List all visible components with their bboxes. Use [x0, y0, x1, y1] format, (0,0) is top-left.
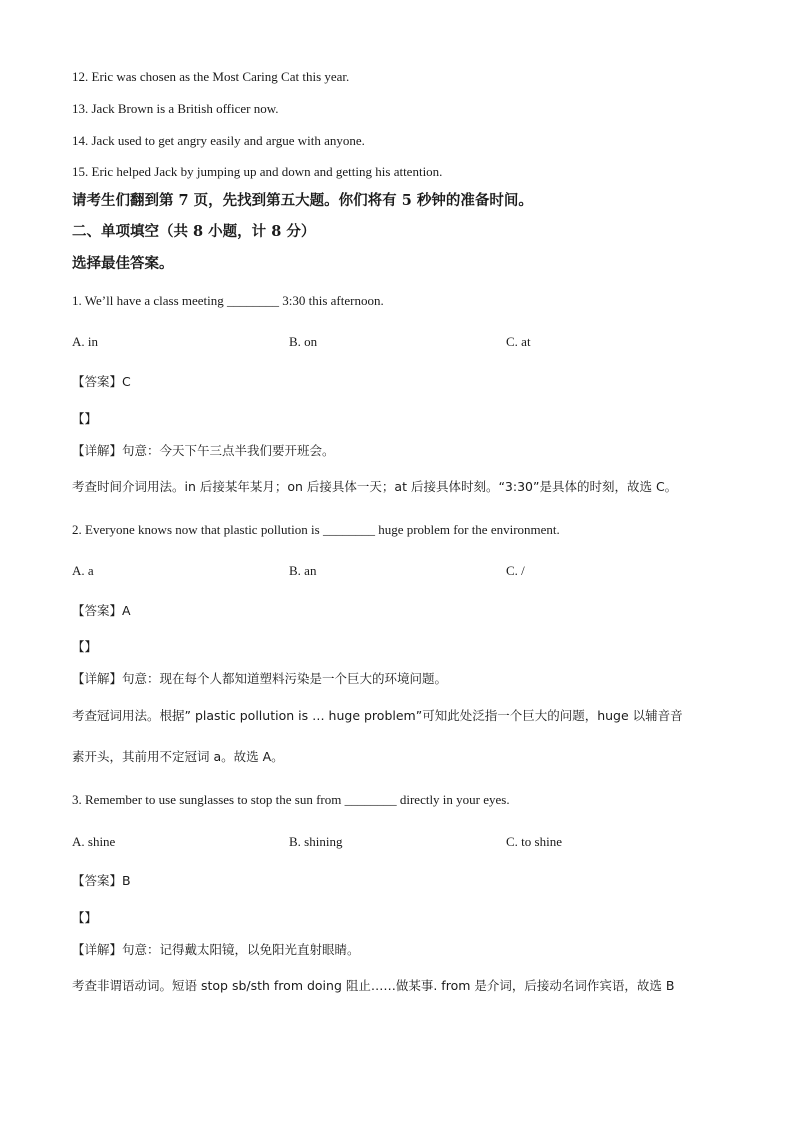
question-2-option-c: C. / [506, 563, 525, 578]
statement-12: 12. Eric was chosen as the Most Caring Cat this year. [72, 69, 350, 84]
question-1-explanation: 考查时间介词用法。in 后接某年某月；on 后接具体一天；at 后接具体时刻。“3:30”是具体的时刻，故选 C。 [72, 479, 678, 494]
question-1-stem: 1. We’ll have a class meeting ________ 3:30 this afternoon. [72, 293, 384, 308]
question-1-option-a: A. in [72, 334, 98, 349]
question-2-explanation-line-2: 素开头，其前用不定冠词 a。故选 A。 [72, 749, 284, 764]
question-2-option-b: B. an [289, 563, 317, 578]
question-3-analysis: 【】 [72, 910, 98, 925]
question-1-answer: 【答案】C [72, 374, 131, 389]
statement-14: 14. Jack used to get angry easily and argue with anyone. [72, 133, 365, 148]
statement-15: 15. Eric helped Jack by jumping up and down and getting his attention. [72, 164, 443, 179]
instruction-text: 请考生们翻到第 7 页，先找到第五大题。你们将有 5 秒钟的准备时间。 [72, 192, 533, 209]
question-3-answer: 【答案】B [72, 873, 131, 888]
question-1-detail: 【详解】句意：今天下午三点半我们要开班会。 [72, 443, 335, 458]
question-3-explanation: 考查非谓语动词。短语 stop sb/sth from doing 阻止……做某事. from 是介词，后接动名词作宾语，故选 B [72, 978, 675, 993]
section-title: 二、单项填空（共 8 小题，计 8 分） [72, 223, 316, 240]
question-2-analysis: 【】 [72, 639, 98, 654]
question-3-option-a: A. shine [72, 834, 116, 849]
question-3-option-c: C. to shine [506, 834, 562, 849]
question-3-stem: 3. Remember to use sunglasses to stop the sun from ________ directly in your eyes. [72, 792, 510, 807]
question-2-option-a: A. a [72, 563, 94, 578]
question-2-answer: 【答案】A [72, 603, 131, 618]
section-subtitle: 选择最佳答案。 [72, 255, 174, 272]
question-2-stem: 2. Everyone knows now that plastic pollution is ________ huge problem for the environment. [72, 522, 560, 537]
statement-13: 13. Jack Brown is a British officer now. [72, 101, 279, 116]
question-3-detail: 【详解】句意：记得戴太阳镜，以免阳光直射眼睛。 [72, 942, 360, 957]
question-1-analysis: 【】 [72, 411, 98, 426]
question-2-detail: 【详解】句意：现在每个人都知道塑料污染是一个巨大的环境问题。 [72, 671, 448, 686]
question-3-option-b: B. shining [289, 834, 343, 849]
question-2-explanation-line-1: 考查冠词用法。根据” plastic pollution is … huge problem”可知此处泛指一个巨大的问题，huge 以辅音音 [72, 708, 683, 723]
question-1-option-b: B. on [289, 334, 318, 349]
question-1-option-c: C. at [506, 334, 531, 349]
